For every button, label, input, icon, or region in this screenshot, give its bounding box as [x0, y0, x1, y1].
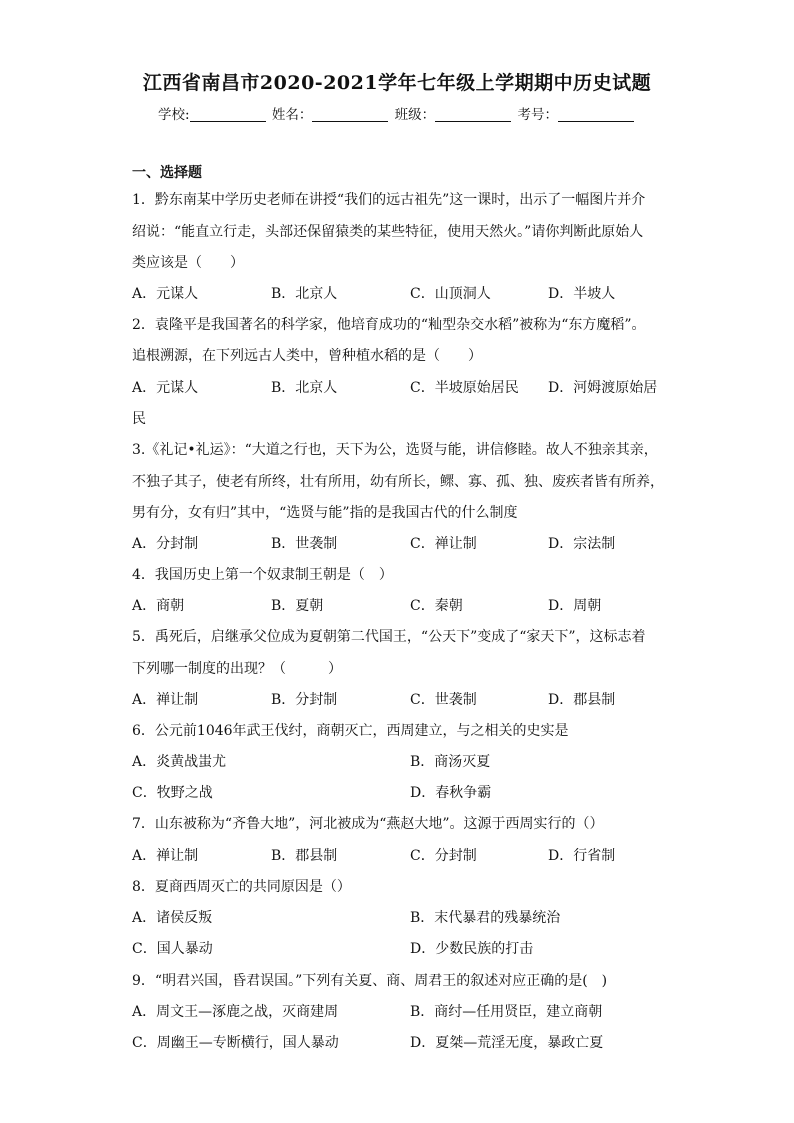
question-3-option-d[interactable]: D．宗法制: [548, 536, 616, 552]
question-6-option-d[interactable]: D．春秋争霸: [410, 785, 492, 801]
question-4-option-c[interactable]: C．秦朝: [410, 598, 463, 614]
question-3-line-3: 男有分，女有归”其中，“选贤与能”指的是我国古代的什么制度: [132, 505, 518, 521]
name-blank[interactable]: [312, 107, 388, 122]
question-2-option-b[interactable]: B．北京人: [271, 380, 338, 396]
question-8-option-c[interactable]: C．国人暴动: [132, 941, 213, 957]
question-2-line-2: 追根溯源，在下列远古人类中，曾种植水稻的是（ ）: [132, 348, 482, 364]
question-5-option-a[interactable]: A．禅让制: [132, 692, 199, 708]
question-7-option-b[interactable]: B．郡县制: [271, 848, 338, 864]
question-9-option-a[interactable]: A．周文王—涿鹿之战，灭商建周: [132, 1004, 339, 1020]
section-heading: 一、选择题: [132, 165, 202, 181]
question-9-option-b[interactable]: B．商纣—任用贤臣，建立商朝: [410, 1004, 603, 1020]
question-7-option-d[interactable]: D．行省制: [548, 848, 616, 864]
question-7-option-a[interactable]: A．禅让制: [132, 848, 199, 864]
question-1-line-3: 类应该是（ ）: [132, 255, 244, 271]
student-info-line: [0, 103, 794, 123]
question-5-option-c[interactable]: C．世袭制: [410, 692, 477, 708]
question-8-line-1: 8．夏商西周灭亡的共同原因是（）: [132, 879, 351, 895]
question-3-option-a[interactable]: A．分封制: [132, 536, 199, 552]
question-6-option-c[interactable]: C．牧野之战: [132, 785, 213, 801]
exam-title: 江西省南昌市2020-2021学年七年级上学期期中历史试题: [142, 72, 652, 94]
question-4-line-1: 4．我国历史上第一个奴隶制王朝是（ ）: [132, 567, 393, 583]
question-9-line-1: 9．“明君兴国，昏君误国。”下列有关夏、商、周君王的叙述对应正确的是( ): [132, 973, 608, 989]
question-3-option-b[interactable]: B．世袭制: [271, 536, 338, 552]
school-label: 学校:: [158, 107, 190, 123]
question-6-option-b[interactable]: B．商汤灭夏: [410, 754, 491, 770]
name-label: 姓名：: [271, 107, 313, 123]
question-1-option-d[interactable]: D．半坡人: [548, 286, 616, 302]
question-3-line-1: 3.《礼记•礼运》：“大道之行也，天下为公，选贤与能，讲信修睦。故人不独亲其亲，: [132, 442, 658, 458]
question-5-option-b[interactable]: B．分封制: [271, 692, 338, 708]
question-8-option-d[interactable]: D．少数民族的打击: [410, 941, 534, 957]
question-5-line-1: 5．禹死后，启继承父位成为夏朝第二代国王，“公天下”变成了“家天下”，这标志着: [132, 629, 646, 645]
question-4-option-b[interactable]: B．夏朝: [271, 598, 324, 614]
question-9-option-c[interactable]: C．周幽王—专断横行，国人暴动: [132, 1035, 339, 1051]
question-8-option-b[interactable]: B．末代暴君的残暴统治: [410, 910, 561, 926]
school-blank[interactable]: [190, 107, 266, 122]
question-3-option-c[interactable]: C．禅让制: [410, 536, 477, 552]
question-7-line-1: 7．山东被称为“齐鲁大地”，河北被成为“燕赵大地”。这源于西周实行的（）: [132, 816, 604, 832]
question-2-option-d-wrap: 民: [132, 411, 146, 427]
question-1-option-a[interactable]: A．元谋人: [132, 286, 199, 302]
question-3-line-2: 不独子其子，使老有所终，壮有所用，幼有所长，鳏、寡、孤、独、废疾者皆有所养，: [132, 474, 664, 490]
question-7-option-c[interactable]: C．分封制: [410, 848, 477, 864]
exam-number-blank[interactable]: [558, 107, 634, 122]
question-4-option-a[interactable]: A．商朝: [132, 598, 185, 614]
question-6-option-a[interactable]: A．炎黄战蚩尤: [132, 754, 227, 770]
question-8-option-a[interactable]: A．诸侯反叛: [132, 910, 213, 926]
exam-number-label: 考号：: [517, 107, 558, 123]
class-blank[interactable]: [435, 107, 511, 122]
class-label: 班级：: [394, 107, 436, 123]
question-5-line-2: 下列哪一制度的出现？（ ）: [132, 661, 342, 677]
question-1-option-b[interactable]: B．北京人: [271, 286, 338, 302]
question-5-option-d[interactable]: D．郡县制: [548, 692, 616, 708]
question-6-line-1: 6．公元前1046年武王伐纣，商朝灭亡，西周建立，与之相关的史实是: [132, 723, 569, 739]
question-2-option-a[interactable]: A．元谋人: [132, 380, 199, 396]
question-1-option-c[interactable]: C．山顶洞人: [410, 286, 491, 302]
question-9-option-d[interactable]: D．夏桀—荒淫无度，暴政亡夏: [410, 1035, 604, 1051]
question-1-line-2: 绍说：“能直立行走，头部还保留猿类的某些特征，使用天然火。”请你判断此原始人: [132, 224, 644, 240]
question-2-line-1: 2．袁隆平是我国著名的科学家，他培育成功的“籼型杂交水稻”被称为“东方魔稻”。: [132, 317, 646, 333]
question-4-option-d[interactable]: D．周朝: [548, 598, 602, 614]
question-2-option-d[interactable]: D．河姆渡原始居: [548, 380, 658, 396]
question-1-line-1: 1．黔东南某中学历史老师在讲授“我们的远古祖先”这一课时，出示了一幅图片并介: [132, 192, 646, 208]
question-2-option-c[interactable]: C．半坡原始居民: [410, 380, 519, 396]
